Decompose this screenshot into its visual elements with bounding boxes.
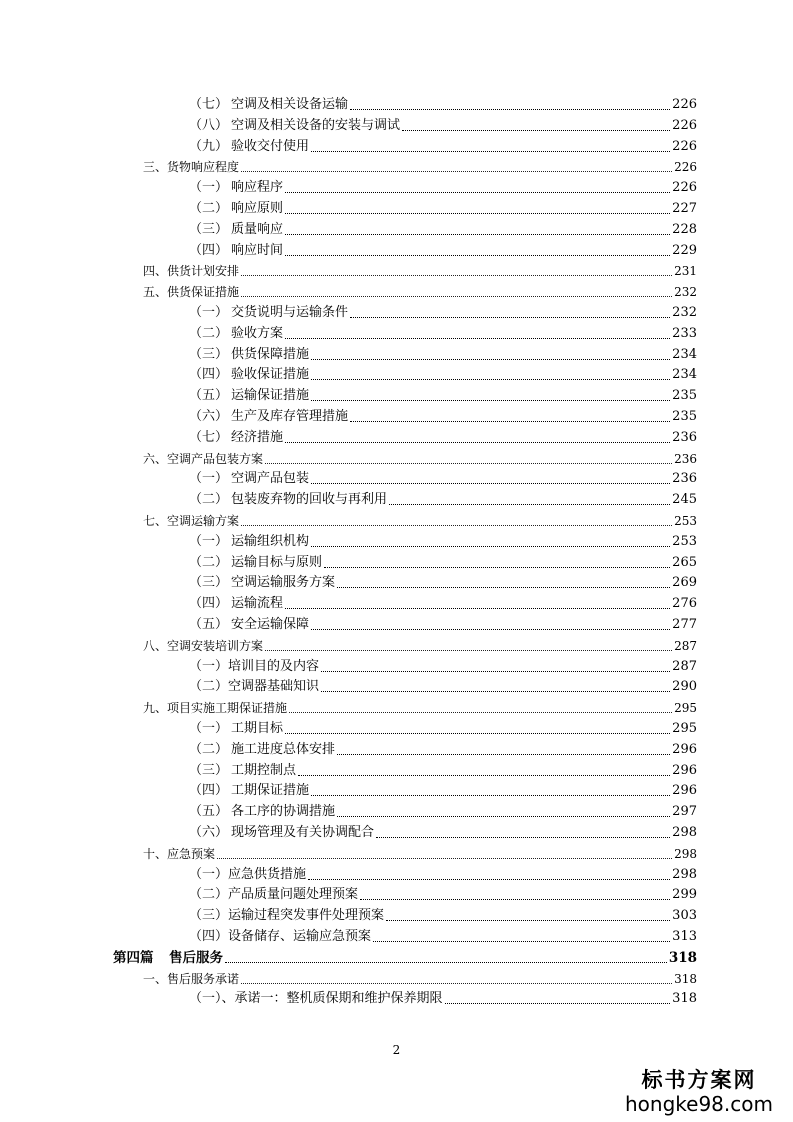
toc-entry[interactable]	[189, 534, 697, 550]
toc-entry-marker: （四）	[189, 929, 229, 944]
toc-entry-title	[189, 388, 309, 404]
toc-entry-title	[189, 118, 400, 134]
dot-leader	[241, 275, 672, 276]
toc-page-number: 226	[674, 160, 697, 175]
dot-leader	[321, 671, 670, 672]
toc-page-number: 287	[674, 638, 697, 653]
toc-page-number: 236	[672, 471, 697, 487]
toc-entry-title	[143, 513, 239, 529]
site-watermark	[619, 1068, 779, 1116]
toc-entry-label: 工期控制点	[231, 762, 297, 778]
toc-entry-title	[143, 263, 239, 279]
toc-entry-label: 空调运输服务方案	[231, 575, 336, 591]
toc-entry-label: 经济措施	[231, 429, 284, 445]
toc-page-number: 234	[672, 367, 697, 383]
toc-entry[interactable]	[189, 763, 697, 779]
toc-page-number: 253	[672, 533, 697, 549]
toc-entry-marker: （四）	[189, 783, 229, 799]
dot-leader	[298, 775, 670, 776]
toc-entry-marker: （二）	[189, 887, 229, 903]
toc-entry-title	[189, 201, 283, 217]
toc-entry-label: 施工进度总体安排	[231, 741, 336, 757]
dot-leader	[311, 795, 670, 796]
toc-entry[interactable]	[143, 513, 697, 529]
toc-page-number: 226	[672, 117, 697, 133]
toc-page-number: 226	[672, 180, 697, 196]
toc-entry-marker: （四）	[189, 596, 229, 612]
toc-entry[interactable]	[189, 659, 697, 675]
toc-entry[interactable]	[189, 222, 697, 238]
dot-leader	[311, 400, 670, 401]
toc-entry-label: 三、货物响应程度	[143, 160, 240, 175]
toc-entry[interactable]	[143, 451, 697, 467]
toc-entry-label: 应急供货措施	[228, 866, 307, 882]
toc-entry-marker: （五）	[189, 804, 229, 820]
dot-leader	[241, 296, 672, 297]
toc-entry-label: 安全运输保障	[231, 617, 310, 632]
dot-leader	[324, 567, 670, 568]
toc-entry-title	[189, 763, 296, 779]
toc-entry[interactable]	[189, 679, 697, 695]
toc-entry-label: 响应时间	[231, 242, 284, 258]
dot-leader	[241, 983, 672, 984]
toc-page-number: 298	[672, 866, 697, 882]
toc-entry-label: 四、供货计划安排	[143, 264, 240, 279]
toc-entry[interactable]	[189, 617, 697, 633]
toc-entry-label: 空调产品包装	[231, 471, 310, 487]
dot-leader	[350, 421, 670, 422]
toc-entry[interactable]	[189, 929, 697, 945]
dot-leader	[241, 525, 672, 526]
toc-page-number: 226	[672, 97, 697, 112]
toc-page-number: 318	[668, 949, 697, 966]
toc-entry-title	[189, 908, 384, 924]
toc-entry[interactable]	[189, 575, 697, 591]
toc-page-number: 233	[672, 325, 697, 341]
toc-entry[interactable]	[189, 804, 697, 820]
toc-entry[interactable]	[189, 201, 697, 217]
toc-page-number: 277	[672, 617, 697, 632]
toc-entry-title	[189, 326, 283, 342]
toc-entry-title	[143, 638, 263, 654]
dot-leader	[285, 213, 670, 214]
toc-entry[interactable]	[189, 721, 697, 737]
toc-entry[interactable]	[189, 825, 697, 841]
toc-page-number: 295	[674, 701, 697, 716]
toc-entry[interactable]	[143, 846, 697, 862]
dot-leader	[337, 587, 670, 588]
toc-page-number: 245	[672, 492, 697, 508]
toc-entry-label: 运输组织机构	[231, 533, 310, 549]
toc-entry-label: 运输目标与原则	[231, 554, 323, 570]
toc-entry[interactable]	[189, 118, 697, 134]
toc-entry-marker: （二）	[189, 554, 229, 570]
toc-entry[interactable]	[189, 887, 697, 903]
toc-entry[interactable]	[189, 97, 697, 113]
toc-page-number: 227	[672, 201, 697, 216]
toc-page-number: 303	[672, 908, 697, 924]
toc-entry[interactable]	[189, 742, 697, 758]
dot-leader	[241, 171, 672, 172]
toc-entry-label: 售后服务	[169, 949, 223, 966]
toc-entry-marker: （一）	[189, 866, 229, 882]
toc-page-number: 236	[672, 429, 697, 445]
toc-page-number: 298	[674, 846, 697, 861]
dot-leader	[311, 151, 670, 152]
toc-entry-title	[143, 284, 239, 300]
toc-page-number: 318	[674, 971, 697, 986]
toc-entry-title	[143, 159, 239, 175]
toc-entry-marker: （一）	[189, 991, 222, 1007]
toc-entry-title	[189, 742, 335, 758]
toc-page-number: 228	[672, 221, 697, 237]
toc-entry-title	[189, 409, 348, 425]
toc-page-number: 313	[672, 929, 697, 944]
toc-entry-title	[189, 617, 309, 633]
toc-entry-marker: （三）	[189, 346, 229, 362]
toc-entry-marker: （一）	[189, 658, 229, 674]
dot-leader	[337, 754, 670, 755]
toc-entry-label: 工期目标	[231, 721, 284, 736]
toc-entry-label: 生产及库存管理措施	[231, 409, 349, 424]
dot-leader	[350, 317, 670, 318]
dot-leader	[311, 629, 670, 630]
toc-entry-marker: （三）	[189, 762, 229, 778]
toc-entry[interactable]	[189, 596, 697, 612]
dot-leader	[265, 650, 672, 651]
toc-entry-marker: （四）	[189, 367, 229, 383]
toc-entry[interactable]	[189, 367, 697, 383]
toc-page-number: 226	[672, 138, 697, 154]
toc-entry[interactable]	[143, 263, 697, 279]
toc-entry-label: 验收方案	[231, 325, 284, 341]
toc-page-number: 296	[672, 783, 697, 799]
toc-entry-marker: （二）	[189, 325, 229, 341]
toc-page-number: 229	[672, 242, 697, 258]
dot-leader	[350, 109, 670, 110]
toc-page-number: 232	[672, 305, 697, 320]
toc-entry[interactable]	[189, 492, 697, 508]
toc-entry-label: 九、项目实施工期保证措施	[143, 701, 288, 716]
toc-page-number: 232	[674, 285, 697, 300]
watermark-url: hongke98.com	[625, 1092, 773, 1116]
toc-entry-title	[189, 555, 322, 571]
dot-leader	[308, 879, 670, 880]
toc-entry-label: 质量响应	[231, 221, 284, 237]
toc-entry[interactable]	[189, 409, 697, 425]
dot-leader	[285, 234, 670, 235]
toc-page-number: 265	[672, 554, 697, 570]
toc-entry-title	[189, 430, 283, 446]
page-number: 2	[392, 1043, 401, 1057]
watermark-title: 标书方案网	[641, 1067, 757, 1092]
dot-leader	[225, 962, 667, 963]
toc-page-number: 234	[672, 346, 697, 362]
toc-entry-label: 现场管理及有关协调配合	[231, 825, 375, 840]
toc-page-number: 296	[672, 762, 697, 778]
dot-leader	[289, 712, 672, 713]
toc-entry[interactable]	[143, 284, 697, 300]
dot-leader	[402, 130, 670, 131]
toc-entry[interactable]	[189, 908, 697, 924]
toc-entry-title	[189, 347, 309, 363]
toc-entry-title	[189, 243, 283, 259]
toc-entry-title	[189, 887, 358, 903]
toc-entry-title	[189, 929, 371, 945]
toc-entry[interactable]	[189, 347, 697, 363]
toc-entry-title	[143, 846, 215, 862]
toc-entry-marker: （一）	[189, 471, 229, 487]
toc-page-number: 276	[672, 596, 697, 612]
toc-entry-marker: （八）	[189, 117, 229, 133]
toc-entry-title	[189, 721, 283, 737]
toc-entry-label: 七、空调运输方案	[143, 514, 240, 528]
toc-entry-label: 空调及相关设备的安装与调试	[231, 117, 401, 133]
toc-page-number: 290	[672, 679, 697, 695]
toc-entry-label: 十、应急预案	[143, 846, 216, 861]
toc-entry[interactable]	[189, 430, 697, 446]
toc-page-number: 318	[672, 991, 697, 1007]
toc-entry-title	[143, 971, 239, 987]
toc-entry-label: 、承诺一：整机质保期和维护保养期限	[221, 991, 443, 1007]
toc-entry-label: 工期保证措施	[231, 783, 310, 799]
toc-entry-title	[189, 596, 283, 612]
dot-leader	[337, 816, 670, 817]
toc-entry-title	[143, 451, 263, 467]
toc-entry[interactable]	[143, 159, 697, 175]
toc-entry-label: 空调器基础知识	[228, 679, 320, 695]
toc-entry[interactable]	[143, 638, 697, 654]
dot-leader	[285, 192, 670, 193]
toc-page-number: 235	[672, 388, 697, 404]
toc-entry-label: 五、供货保证措施	[143, 285, 240, 300]
toc-entry[interactable]	[143, 971, 697, 987]
toc-entry-title	[189, 222, 283, 238]
dot-leader	[265, 463, 672, 464]
toc-entry-marker: （五）	[189, 617, 229, 632]
toc-entry-label: 响应原则	[231, 201, 284, 216]
toc-entry-marker: （三）	[189, 575, 229, 591]
toc-entry-label: 运输过程突发事件处理预案	[228, 908, 385, 924]
dot-leader	[217, 858, 672, 859]
toc-entry[interactable]	[189, 388, 697, 404]
toc-entry-marker: （三）	[189, 908, 229, 924]
toc-entry[interactable]	[189, 991, 697, 1007]
toc-page-number: 287	[672, 658, 697, 674]
toc-entry-marker: （一）	[189, 721, 229, 736]
toc-entry-label: 设备储存、运输应急预案	[228, 929, 372, 944]
toc-entry-label: 八、空调安装培训方案	[143, 638, 264, 653]
toc-entry-label: 各工序的协调措施	[231, 804, 336, 820]
toc-page-number: 236	[674, 451, 697, 466]
toc-entry[interactable]	[189, 139, 697, 155]
toc-entry[interactable]	[189, 243, 697, 259]
toc-entry-marker: （四）	[189, 242, 229, 258]
toc-page-number: 296	[672, 741, 697, 757]
dot-leader	[285, 442, 670, 443]
toc-entry-marker: （五）	[189, 388, 229, 404]
dot-leader	[311, 359, 670, 360]
toc-page-number: 269	[672, 575, 697, 591]
toc-entry[interactable]	[143, 700, 697, 716]
toc-entry-label: 产品质量问题处理预案	[228, 887, 359, 903]
dot-leader	[386, 920, 670, 921]
toc-entry-label: 验收保证措施	[231, 367, 310, 383]
toc-entry-title	[113, 950, 223, 966]
dot-leader	[285, 733, 670, 734]
toc-entry-title	[189, 534, 309, 550]
dot-leader	[373, 941, 670, 942]
toc-entry[interactable]	[189, 471, 697, 487]
toc-entry-marker: （一）	[189, 533, 229, 549]
dot-leader	[311, 483, 670, 484]
toc-entry-marker: 第四篇	[113, 949, 154, 966]
toc-entry-title	[189, 305, 348, 321]
toc-entry-label: 交货说明与运输条件	[231, 305, 349, 320]
dot-leader	[360, 899, 670, 900]
dot-leader	[285, 608, 670, 609]
toc-entry-title	[189, 575, 335, 591]
toc-entry-marker: （二）	[189, 741, 229, 757]
dot-leader	[311, 546, 670, 547]
toc-entry-label: 供货保障措施	[231, 346, 310, 362]
toc-entry-title	[189, 492, 387, 508]
toc-entry[interactable]	[189, 326, 697, 342]
toc-entry-title	[189, 180, 283, 196]
toc-entry-title	[189, 97, 348, 113]
toc-page-number: 299	[672, 887, 697, 903]
toc-entry-marker: （二）	[189, 201, 229, 216]
toc-page-number: 253	[674, 514, 697, 528]
dot-leader	[445, 1003, 671, 1004]
toc-entry-marker: （二）	[189, 679, 229, 695]
toc-entry-label: 六、空调产品包装方案	[143, 451, 264, 466]
dot-leader	[285, 255, 670, 256]
toc-entry-title	[189, 659, 319, 675]
dot-leader	[389, 504, 670, 505]
toc-entry[interactable]	[189, 555, 697, 571]
toc-entry-title	[189, 471, 309, 487]
toc-page-number: 235	[672, 409, 697, 424]
toc-entry-title	[189, 867, 306, 883]
dot-leader	[285, 338, 670, 339]
toc-entry-marker: （六）	[189, 409, 229, 424]
toc-entry-title	[189, 991, 443, 1007]
dot-leader	[311, 379, 670, 380]
toc-entry-label: 空调及相关设备运输	[231, 97, 349, 112]
toc-entry[interactable]	[189, 783, 697, 799]
toc-entry-title	[189, 367, 309, 383]
dot-leader	[376, 837, 670, 838]
toc-entry-label: 包装废弃物的回收与再利用	[231, 492, 388, 508]
toc-entry-title	[189, 139, 309, 155]
toc-entry-label: 验收交付使用	[231, 138, 310, 154]
toc-page-number: 231	[674, 264, 697, 279]
toc-entry-label: 运输流程	[231, 596, 284, 612]
toc-entry-marker: （一）	[189, 180, 229, 196]
toc-entry-marker: （二）	[189, 492, 229, 508]
toc-page-number: 295	[672, 721, 697, 736]
toc-entry-title	[189, 804, 335, 820]
toc-entry-title	[143, 700, 287, 716]
dot-leader	[321, 691, 670, 692]
toc-entry-title	[189, 783, 309, 799]
toc-entry-label: 一、售后服务承诺	[143, 971, 240, 986]
toc-entry-label: 培训目的及内容	[228, 658, 320, 674]
toc-page-number: 297	[672, 804, 697, 820]
toc-entry-label: 响应程序	[231, 180, 284, 196]
toc-entry-title	[189, 679, 319, 695]
toc-entry-label: 运输保证措施	[231, 388, 310, 404]
toc-page-number: 298	[672, 825, 697, 840]
toc-entry-marker: （六）	[189, 825, 229, 840]
toc-entry-marker: （九）	[189, 138, 229, 154]
toc-entry[interactable]	[189, 180, 697, 196]
toc-entry-marker: （三）	[189, 221, 229, 237]
toc-entry-marker: （七）	[189, 97, 229, 112]
toc-entry[interactable]	[189, 867, 697, 883]
toc-entry[interactable]	[113, 950, 697, 966]
toc-entry[interactable]	[189, 305, 697, 321]
toc-entry-marker: （一）	[189, 305, 229, 320]
toc-entry-title	[189, 825, 374, 841]
toc-entry-marker: （七）	[189, 429, 229, 445]
